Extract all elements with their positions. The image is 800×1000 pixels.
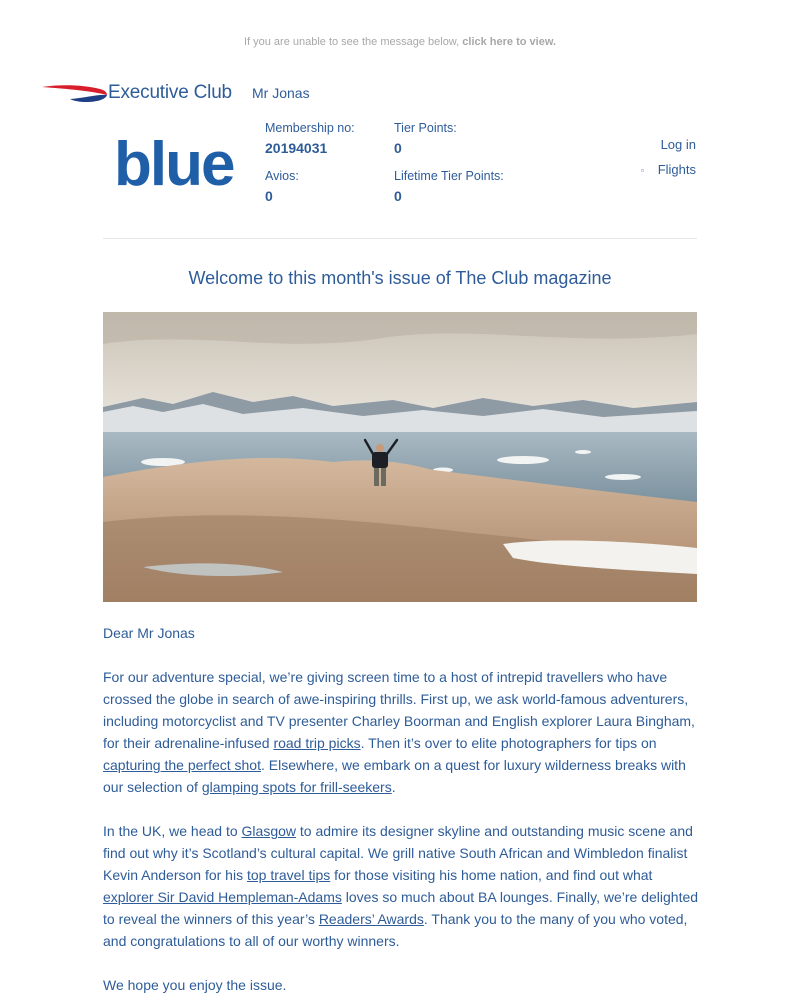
preheader-text: If you are unable to see the message below,: [243, 36, 460, 48]
hero-illustration: [103, 312, 697, 602]
text-span: In the UK, we head to: [103, 823, 242, 839]
tier-badge: blue: [114, 130, 234, 199]
tier-points-label: Tier Points:: [394, 121, 457, 135]
avios-value: 0: [265, 188, 273, 204]
hero-image[interactable]: [103, 312, 697, 602]
divider: [103, 238, 697, 239]
lifetime-label: Lifetime Tier Points:: [394, 169, 504, 183]
letter-body: [103, 622, 699, 1000]
login-link[interactable]: Log in: [660, 137, 696, 152]
glasgow-link[interactable]: Glasgow: [241, 823, 296, 839]
member-name: Mr Jonas: [252, 85, 310, 101]
view-in-browser-link[interactable]: click here to view.: [462, 36, 557, 48]
executive-club-logo[interactable]: [40, 80, 232, 106]
perfect-shot-link[interactable]: capturing the perfect shot: [103, 757, 261, 773]
text-span: to admire its designer skyline and outstanding music scene and find out why it’s Scotland’s cultural capital. We grill native South African and Wimbledon finalist Kevin Anderson for his: [103, 823, 693, 883]
speedmarque-icon: [40, 82, 110, 104]
salutation: Dear Mr Jonas: [103, 625, 195, 641]
text-span: . Elsewhere, we embark on a quest for luxury wilderness breaks with our selection of: [103, 757, 686, 795]
tier-points-value: 0: [394, 140, 402, 156]
preheader: [0, 36, 800, 48]
text-span: for those visiting his home nation, and find out what: [330, 867, 653, 883]
paragraph-intro: [103, 666, 699, 798]
readers-awards-link[interactable]: Readers’ Awards: [318, 911, 424, 927]
road-trip-picks-link[interactable]: road trip picks: [273, 735, 361, 751]
brand-name: Executive Club: [108, 82, 232, 103]
tier-points: [394, 121, 457, 156]
text-span: . Then it’s over to elite photographers for tips on: [360, 735, 657, 751]
travel-tips-link[interactable]: top travel tips: [246, 867, 331, 883]
bullet-icon: ▫: [640, 166, 644, 176]
lifetime-value: 0: [394, 188, 402, 204]
flights-link[interactable]: [641, 162, 696, 177]
text-span: loves so much about BA lounges. Finally, we’re delighted to reveal the winners of this year’s: [103, 889, 699, 927]
membership-value: 20194031: [265, 140, 328, 156]
text-span: . Thank you to the many of you who voted, and congratulations to all of our worthy winners.: [103, 911, 688, 949]
text-span: For our adventure special, we’re giving screen time to a host of intrepid travellers who have crossed the globe in search of awe-inspiring thrills. First up, we ask world-famous adventurers, including motorcyclist and TV presenter Charley Boorman and English explorer Laura Bingham, for their adrenaline-infused: [103, 669, 695, 751]
hempleman-adams-link[interactable]: explorer Sir David Hempleman-Adams: [103, 889, 342, 905]
account-nav: [641, 137, 696, 177]
paragraph-uk: [103, 820, 699, 952]
membership-number: [265, 121, 355, 156]
text-span: .: [391, 779, 396, 795]
avios-label: Avios:: [265, 169, 299, 183]
flights-label: Flights: [657, 162, 696, 177]
lifetime-tier-points: [394, 169, 504, 204]
membership-label: Membership no:: [265, 121, 355, 135]
avios: [265, 169, 299, 204]
closing-line: We hope you enjoy the issue.: [103, 977, 287, 993]
page-title: Welcome to this month's issue of The Club magazine: [188, 268, 612, 288]
glamping-link[interactable]: glamping spots for frill-seekers: [201, 779, 392, 795]
